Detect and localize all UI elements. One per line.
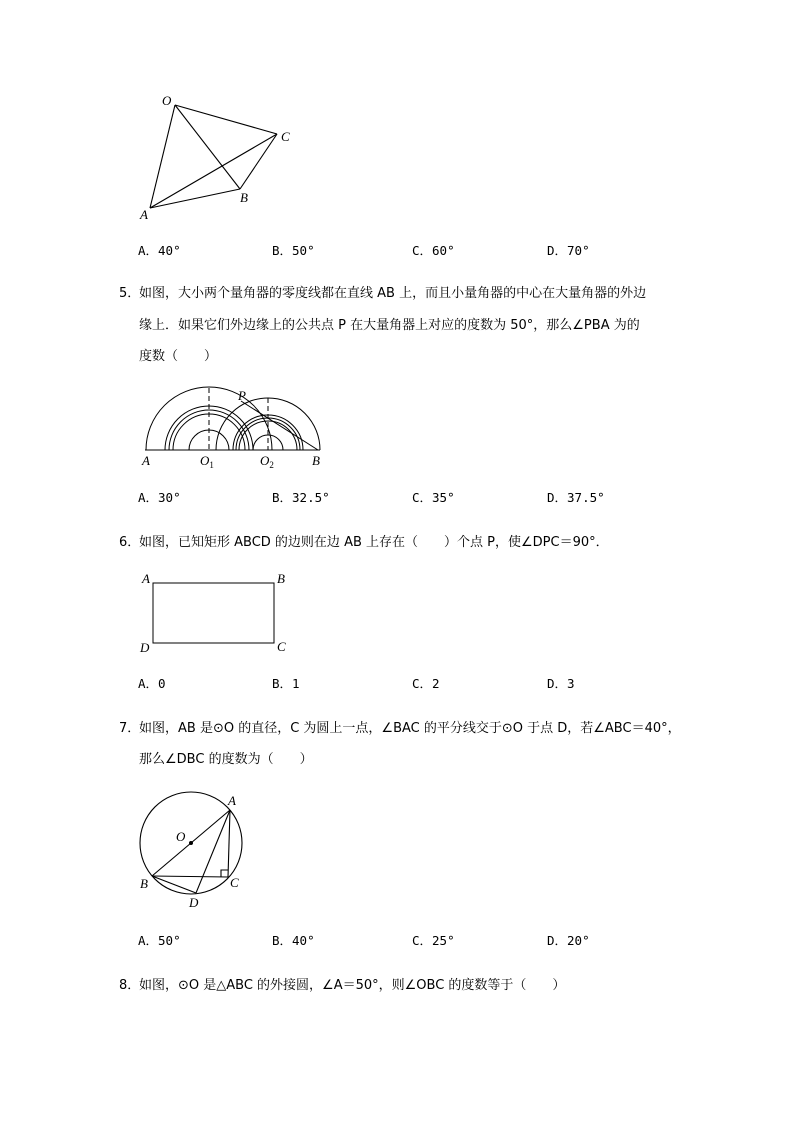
q6-label-c: C (277, 639, 286, 654)
q6-label-d: D (140, 640, 150, 655)
q7-option-d: D．20° (547, 933, 590, 948)
q5-option-d: D．37.5° (547, 490, 605, 505)
q7-number: 7． (119, 721, 141, 736)
q5-label-o1: $O_1$ (200, 453, 214, 470)
q4-label-c: C (281, 129, 290, 144)
q7-label-d: D (189, 895, 199, 910)
q8-number: 8． (119, 978, 141, 993)
q6-label-b: B (277, 571, 285, 586)
q4-option-c: C．60° (412, 243, 455, 258)
q7-option-a: A．50° (138, 933, 181, 948)
q5-option-a: A．30° (138, 490, 181, 505)
q5-label-b: B (312, 453, 320, 468)
q5-label-p: P (238, 388, 246, 403)
q8-text-line1: 如图，⊙O 是△ABC 的外接圆，∠A＝50°，则∠OBC 的度数等于（ ） (139, 978, 566, 993)
q6-option-a: A．0 (138, 676, 166, 691)
q7-segment-bd (152, 876, 196, 893)
q4-option-b: B．50° (272, 243, 315, 258)
q5-text-line3: 度数（ ） (139, 349, 218, 364)
q7-center-dot (189, 841, 193, 845)
q6-option-b: B．1 (272, 676, 300, 691)
q5-option-b: B．32.5° (272, 490, 330, 505)
q7-option-c: C．25° (412, 933, 455, 948)
q5-option-c: C．35° (412, 490, 455, 505)
q7-segment-bc (152, 876, 228, 877)
q6-option-c: C．2 (412, 676, 440, 691)
q7-label-b: B (140, 876, 148, 891)
q7-right-angle-mark (221, 870, 228, 877)
q7-label-o: O (176, 829, 186, 844)
q7-option-b: B．40° (272, 933, 315, 948)
q4-label-o: O (162, 93, 172, 108)
q4-label-a: A (140, 207, 148, 222)
q5-label-o2: $O_2$ (260, 453, 274, 470)
q5-text-line1: 如图，大小两个量角器的零度线都在直线 AB 上，而且小量角器的中心在大量角器的外边 (139, 286, 647, 301)
q7-segment-ac (228, 810, 230, 877)
q7-label-a: A (228, 793, 236, 808)
q7-label-c: C (230, 875, 239, 890)
q4-option-a: A．40° (138, 243, 181, 258)
q4-label-b: B (240, 190, 248, 205)
q5-text-line2: 缘上．如果它们外边缘上的公共点 P 在大量角器上对应的度数为 50°，那么∠PBA 为的 (139, 318, 640, 333)
q6-number: 6． (119, 535, 141, 550)
q7-text-line2: 那么∠DBC 的度数为（ ） (139, 752, 313, 767)
q5-number: 5． (119, 286, 141, 301)
q6-option-d: D．3 (547, 676, 575, 691)
q6-text-line1: 如图，已知矩形 ABCD 的边则在边 AB 上存在（ ）个点 P，使∠DPC＝90°． (139, 535, 609, 550)
q5-label-a: A (142, 453, 150, 468)
q4-option-d: D．70° (547, 243, 590, 258)
q6-label-a: A (142, 571, 150, 586)
q7-text-line1: 如图，AB 是⊙O 的直径，C 为圆上一点，∠BAC 的平分线交于⊙O 于点 D，若∠ABC＝40°， (139, 721, 681, 736)
